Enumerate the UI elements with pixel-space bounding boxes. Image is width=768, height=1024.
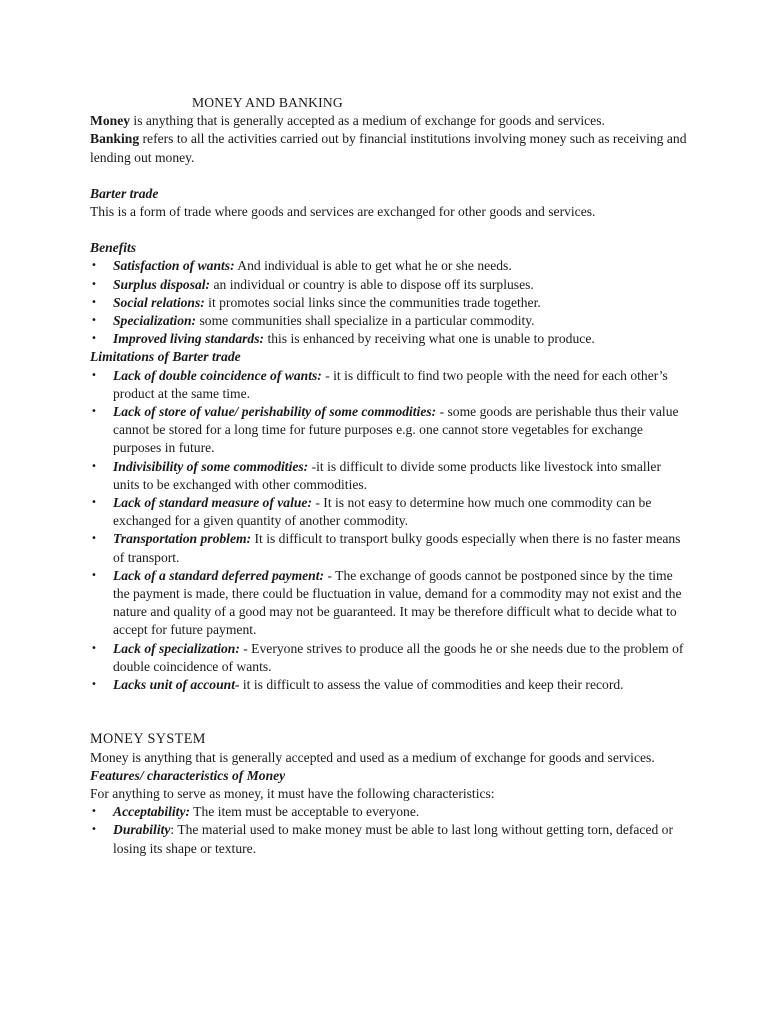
money-system-heading: MONEY SYSTEM [90, 731, 206, 748]
list-item: • Lack of double coincidence of wants: - it is difficult to find two people with the need for each other’s product at the same time. [91, 367, 668, 401]
benefits-heading: Benefits [90, 240, 137, 256]
benefits-list [90, 257, 690, 348]
spacer [90, 712, 690, 730]
features-heading: Features/ characteristics of Money [90, 767, 286, 783]
bullet-icon: • [91, 533, 97, 545]
spacer [90, 694, 690, 712]
features-list [90, 803, 690, 858]
barter-heading: Barter trade [90, 185, 159, 201]
bullet-icon: • [91, 497, 97, 509]
list-item: • Specialization: some communities shall specialize in a particular commodity. [90, 312, 690, 330]
list-item: • Lacks unit of account- it is difficult to assess the value of commodities and keep their record. [90, 676, 690, 694]
bullet-icon: • [91, 806, 97, 818]
list-item: • Lack of specialization: - Everyone strives to produce all the goods he or she needs due to the problem of double coincidence of wants. [91, 640, 684, 674]
spacer [90, 167, 690, 185]
money-term: Money [90, 113, 131, 129]
list-item: • Lack of standard measure of value: - It is not easy to determine how much one commodity can be exchanged for a given quantity of another commodity. [91, 495, 652, 529]
list-item: • Improved living standards: this is enhanced by receiving what one is unable to produce. [90, 330, 690, 348]
list-item: • Satisfaction of wants: And individual is able to get what he or she needs. [90, 257, 690, 275]
bullet-icon: • [91, 824, 97, 836]
bullet-icon: • [91, 315, 97, 327]
limitations-list [90, 367, 690, 695]
list-item: • Indivisibility of some commodities: -it is difficult to divide some products like livestock into smaller units to be exchanged with other commodities. [91, 458, 661, 492]
page-title: MONEY AND BANKING [192, 95, 343, 110]
list-item: • Surplus disposal: an individual or country is able to dispose off its surpluses. [90, 276, 690, 294]
bullet-icon: • [91, 296, 97, 308]
bullet-icon: • [91, 406, 97, 418]
spacer [90, 221, 690, 239]
barter-text: This is a form of trade where goods and services are exchanged for other goods and services. [90, 204, 596, 220]
bullet-icon: • [91, 679, 97, 691]
bullet-icon: • [91, 333, 97, 345]
list-item: • Lack of store of value/ perishability of some commodities: - some goods are perishable thus their value cannot be stored for a long time for future purposes e.g. one cannot store vegetables for exchange purposes in future. [91, 404, 679, 456]
list-item: • Lack of a standard deferred payment: - The exchange of goods cannot be postponed since by the time the payment is made, there could be fluctuation in value, demand for a commodity may not exist and the nature and quality of a good may not be guaranteed. It may be therefore difficult what to decide what to accept for future payment. [91, 567, 682, 638]
list-item: • Acceptability: The item must be acceptable to everyone. [90, 803, 690, 821]
money-definition [90, 112, 690, 130]
list-item: • Durability: The material used to make money must be able to last long without getting torn, defaced or losing its shape or texture. [91, 822, 673, 856]
list-item: • Social relations: it promotes social links since the communities trade together. [90, 294, 690, 312]
bullet-icon: • [91, 460, 97, 472]
bullet-icon: • [91, 569, 97, 581]
limitations-heading: Limitations of Barter trade [90, 349, 241, 365]
bullet-icon: • [91, 642, 97, 654]
bullet-icon: • [91, 260, 97, 272]
money-text: is anything that is generally accepted as a medium of exchange for goods and services. [130, 113, 605, 129]
list-item: • Transportation problem: It is difficult to transport bulky goods especially when there is no faster means of transport. [91, 531, 681, 565]
banking-term: Banking [90, 131, 140, 147]
document-body [90, 94, 690, 858]
banking-definition [90, 130, 690, 166]
money-system-text: Money is anything that is generally accepted and used as a medium of exchange for goods and services. [90, 749, 655, 765]
bullet-icon: • [91, 278, 97, 290]
banking-text: refers to all the activities carried out by financial institutions involving money such as receiving and lending out money. [90, 131, 687, 165]
features-intro: For anything to serve as money, it must have the following characteristics: [90, 785, 495, 801]
bullet-icon: • [91, 369, 97, 381]
